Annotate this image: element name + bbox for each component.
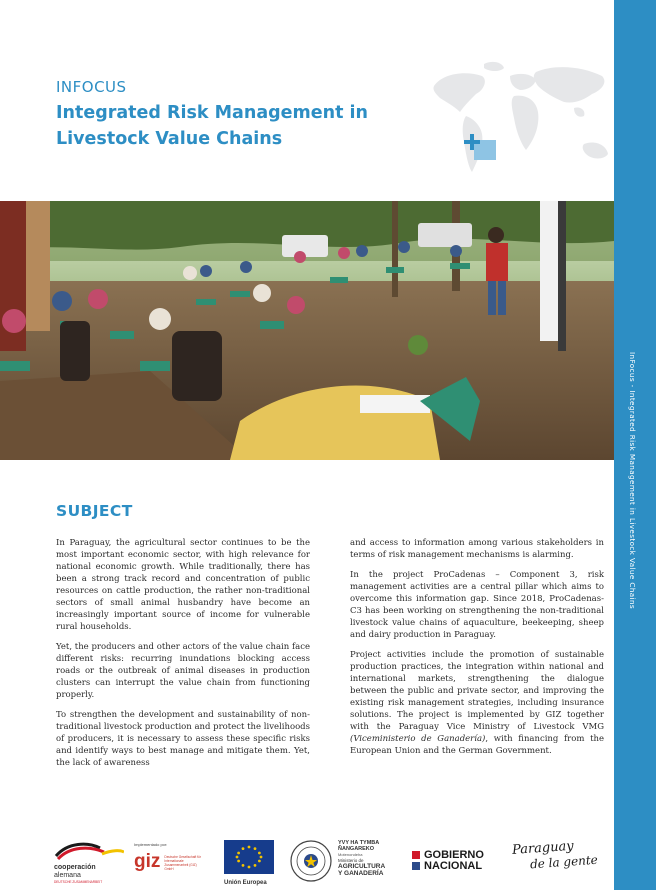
logo-text: de la gente xyxy=(529,852,599,872)
flag-block-icon xyxy=(412,851,420,859)
body-column-left xyxy=(56,537,310,777)
paraguay-de-la-gente-logo xyxy=(512,840,598,886)
paragraph: In the project ProCadenas – Component 3, risk management activities are a central pillar which aims to overcome this information gap. Since 2018, ProCadenas-C3 has been working on strengthening the non-traditional livestock value chains of aquaculture, beekeeping, sheep and dairy production in Paraguay. xyxy=(350,570,604,640)
logo-text: Paraguay xyxy=(511,838,575,858)
logo-text: cooperación xyxy=(54,864,96,871)
paragraph-text: , with financing from the European Union and the German Government. xyxy=(350,734,604,756)
kicker-label: INFOCUS xyxy=(56,78,127,96)
logo-text: Deutsche Gesellschaft für Internationale Zusammenarbeit (GIZ) GmbH xyxy=(164,855,201,871)
logo-text: ÑANGAREKO xyxy=(338,846,375,852)
giz-logo xyxy=(134,842,210,886)
paragraph: To strengthen the development and sustainability of non-traditional livestock production and protect the livelihoods of producers, it is necessary to assess these specific risks and identify ways to best manage and mitigate them. Yet, the lack of awareness xyxy=(56,710,310,768)
logo-text: NACIONAL xyxy=(424,860,483,872)
paragraph: In Paraguay, the agricultural sector continues to be the most important economic sector, with high relevance for national economic growth. While traditionally, there has been a strong track record and concentration of public resources on cattle production, the rather non-traditional sectors of small animal husbandry have become an increasingly important source of income for vulnerable rural households. xyxy=(56,538,310,632)
field-workshop-photo xyxy=(0,201,614,460)
eu-logo xyxy=(224,840,276,886)
paragraph: Yet, the producers and other actors of the value chain face different risks: recurring inundations blocking access roads or the outbreak of animal diseases in production clusters can interrupt the value chain from functioning properly. xyxy=(56,642,310,700)
partner-logos xyxy=(0,828,614,890)
logo-text: AGRICULTURA xyxy=(338,863,386,870)
flag-block-icon xyxy=(412,862,420,870)
sidebar-running-title: InFocus - Integrated Risk Management in Livestock Value Chains xyxy=(628,352,637,610)
world-map-icon xyxy=(424,46,614,194)
eu-flag-icon xyxy=(224,840,274,874)
seal-icon xyxy=(290,840,332,882)
logo-text: Motenondeha xyxy=(338,852,363,857)
ministerio-agricultura-logo xyxy=(290,840,402,886)
section-heading: SUBJECT xyxy=(56,502,133,520)
logo-text: YVY HA TYMBA xyxy=(338,840,380,846)
logo-text: GOBIERNO xyxy=(424,849,484,861)
logo-text: Unión Europea xyxy=(224,880,267,886)
gobierno-nacional-logo xyxy=(412,850,502,880)
logo-text: Ministerio de xyxy=(338,858,364,863)
paragraph: and access to information among various stakeholders in terms of risk management mechanisms is alarming. xyxy=(350,538,604,560)
logo-text: alemana xyxy=(54,872,81,879)
giz-wordmark: giz xyxy=(134,851,161,872)
paragraph-text: Project activities include the promotion of sustainable production practices, the integration within national and international markets, strengthening the dialogue between the public and private sector, and improving the existing risk management strategies, including insurance solutions. The project is implemented by GIZ together with the Paraguay Vice Ministry of Livestock VMG xyxy=(350,650,604,732)
paragraph xyxy=(350,649,604,757)
logo-text: Implementado por: xyxy=(134,842,168,847)
body-column-right xyxy=(350,537,604,765)
logo-text: DEUTSCHE ZUSAMMENARBEIT xyxy=(54,880,103,884)
paragraph-italic: (Viceministerio de Ganadería) xyxy=(350,734,486,744)
cooperacion-alemana-logo xyxy=(54,840,124,884)
german-flag-icon xyxy=(54,840,124,860)
page-title: Integrated Risk Management in Livestock Value Chains xyxy=(56,103,369,149)
logo-text: Y GANADERÍA xyxy=(338,870,384,877)
